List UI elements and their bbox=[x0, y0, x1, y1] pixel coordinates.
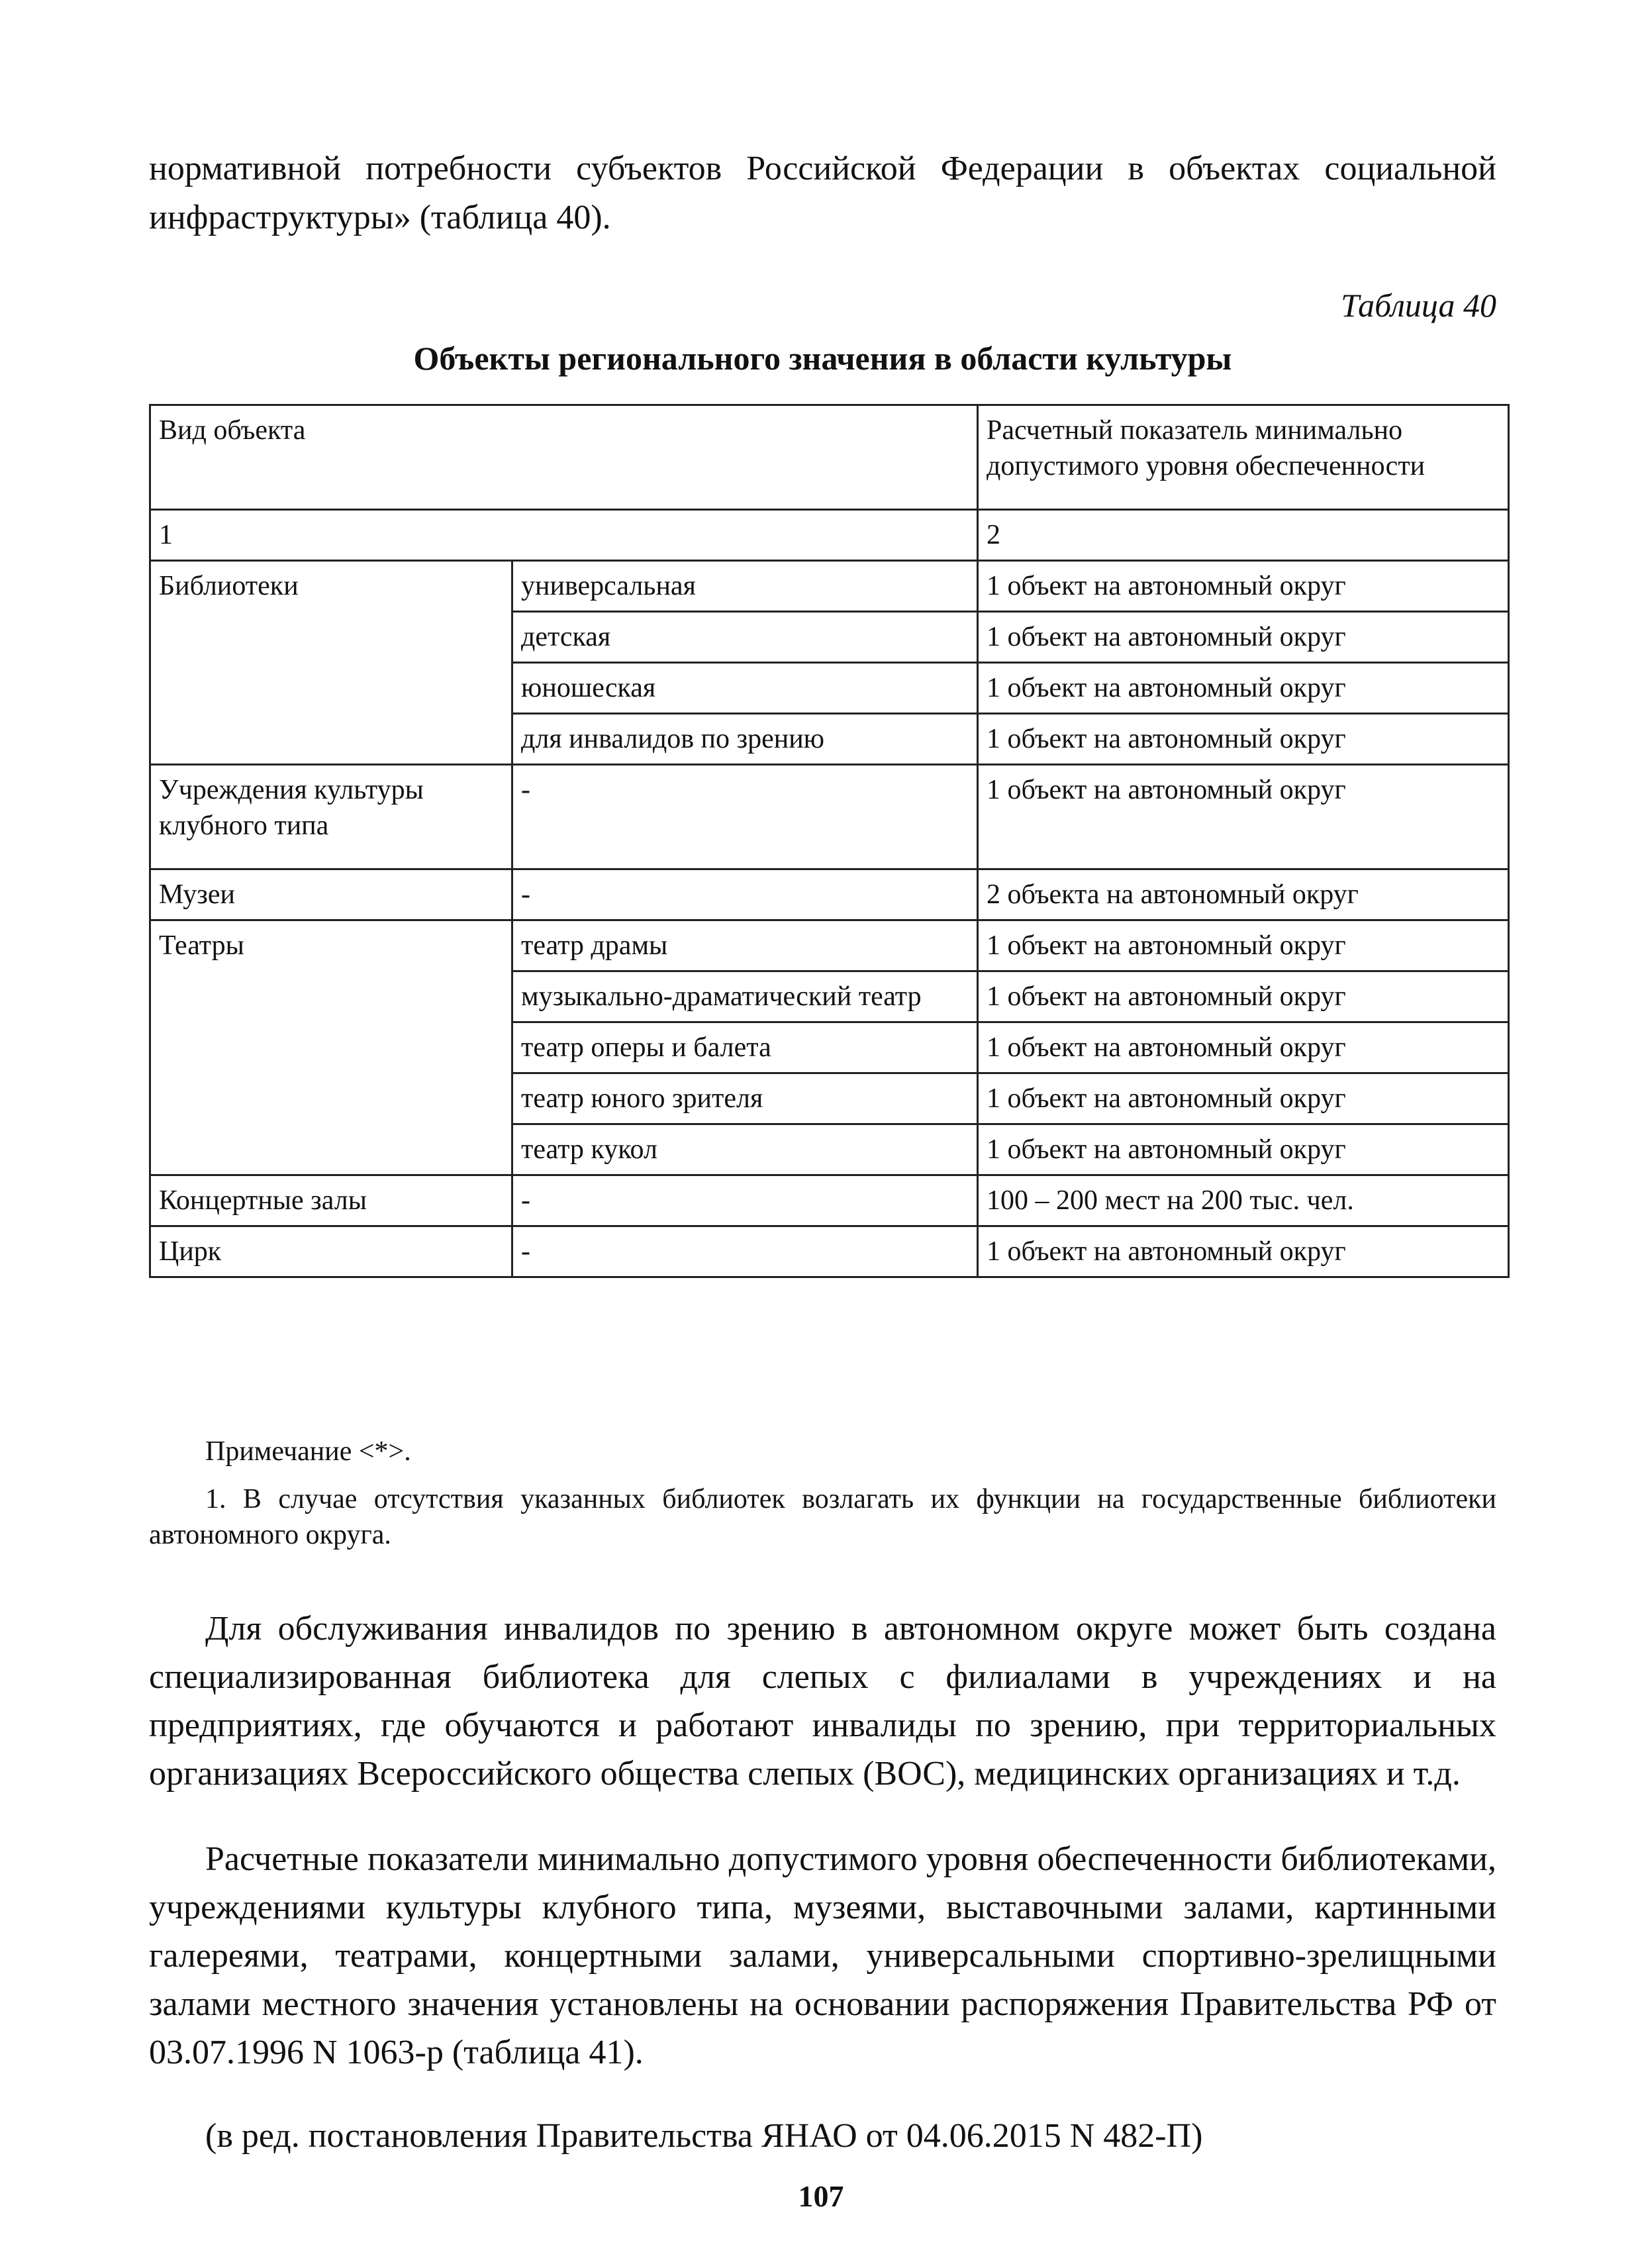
value-cell: 1 объект на автономный округ bbox=[978, 920, 1509, 971]
object-type-cell: Цирк bbox=[150, 1226, 512, 1277]
header-indicator: Расчетный показатель минимально допустимого уровня обеспеченности bbox=[978, 405, 1509, 510]
subtype-cell: театр оперы и балета bbox=[512, 1022, 978, 1073]
note-heading: Примечание <*>. bbox=[205, 1436, 411, 1467]
table-title: Объекты регионального значения в области культуры bbox=[413, 340, 1232, 377]
page-number: 107 bbox=[798, 2179, 844, 2213]
table-header-row bbox=[150, 405, 1509, 510]
value-cell: 1 объект на автономный округ bbox=[978, 714, 1509, 765]
value-cell: 100 – 200 мест на 200 тыс. чел. bbox=[978, 1175, 1509, 1226]
value-cell: 1 объект на автономный округ bbox=[978, 1073, 1509, 1124]
value-cell: 1 объект на автономный округ bbox=[978, 561, 1509, 612]
subtype-cell: детская bbox=[512, 612, 978, 663]
subtype-cell: - bbox=[512, 869, 978, 920]
object-type-cell: Учреждения культуры клубного типа bbox=[150, 765, 512, 869]
paragraph-3: (в ред. постановления Правительства ЯНАО от 04.06.2015 N 482-П) bbox=[205, 2117, 1203, 2155]
value-cell: 1 объект на автономный округ bbox=[978, 1124, 1509, 1175]
subtype-cell: для инвалидов по зрению bbox=[512, 714, 978, 765]
intro-line-1: нормативной потребности субъектов Российской Федерации в объектах социальной bbox=[149, 150, 1496, 187]
value-cell: 1 объект на автономный округ bbox=[978, 1226, 1509, 1277]
subtype-cell: музыкально-драматический театр bbox=[512, 971, 978, 1022]
object-type-cell: Концертные залы bbox=[150, 1175, 512, 1226]
subtype-cell: театр юного зрителя bbox=[512, 1073, 978, 1124]
table-label: Таблица 40 bbox=[1341, 287, 1496, 324]
intro-text bbox=[149, 144, 1496, 242]
subtype-cell: театр драмы bbox=[512, 920, 978, 971]
subtype-cell: театр кукол bbox=[512, 1124, 978, 1175]
culture-objects-table bbox=[149, 404, 1510, 1278]
value-cell: 1 объект на автономный округ bbox=[978, 765, 1509, 869]
paragraph-1: Для обслуживания инвалидов по зрению в автономном округе может быть создана специализированная библиотека для слепых с филиалами в учреждениях и на предприятиях, где обучаются и работают инвалиды по зрению, при территориальных организациях Всероссийского общества слепых (ВОС), медицинских организациях и т.д. bbox=[149, 1610, 1496, 1793]
note-text: 1. В случае отсутствия указанных библиотек возлагать их функции на государственные библиотеки автономного округа. bbox=[149, 1484, 1496, 1550]
table-row bbox=[150, 765, 1509, 869]
value-cell: 1 объект на автономный округ bbox=[978, 612, 1509, 663]
subtype-cell: - bbox=[512, 1226, 978, 1277]
object-type-cell: Музеи bbox=[150, 869, 512, 920]
value-cell: 1 объект на автономный округ bbox=[978, 663, 1509, 714]
object-type-cell: Театры bbox=[150, 920, 512, 1175]
table-row bbox=[150, 869, 1509, 920]
subtype-cell: юношеская bbox=[512, 663, 978, 714]
header-object-type: Вид объекта bbox=[150, 405, 978, 510]
subtype-cell: универсальная bbox=[512, 561, 978, 612]
value-cell: 2 объекта на автономный округ bbox=[978, 869, 1509, 920]
table-row bbox=[150, 1175, 1509, 1226]
intro-line-2: инфраструктуры» (таблица 40). bbox=[149, 199, 611, 236]
subtype-cell: - bbox=[512, 765, 978, 869]
column-number-2: 2 bbox=[978, 510, 1509, 561]
table-row bbox=[150, 561, 1509, 612]
subtype-cell: - bbox=[512, 1175, 978, 1226]
object-type-cell: Библиотеки bbox=[150, 561, 512, 765]
table-row bbox=[150, 1226, 1509, 1277]
paragraph-2: Расчетные показатели минимально допустимого уровня обеспеченности библиотеками, учреждениями культуры клубного типа, музеями, выставочными залами, картинными галереями, театрами, концертными залами, универсальными спортивно-зрелищными залами местного значения установлены на основании распоряжения Правительства РФ от 03.07.1996 N 1063-р (таблица 41). bbox=[149, 1840, 1496, 2071]
column-number-1: 1 bbox=[150, 510, 978, 561]
value-cell: 1 объект на автономный округ bbox=[978, 971, 1509, 1022]
table-row bbox=[150, 920, 1509, 971]
table-number-row bbox=[150, 510, 1509, 561]
value-cell: 1 объект на автономный округ bbox=[978, 1022, 1509, 1073]
